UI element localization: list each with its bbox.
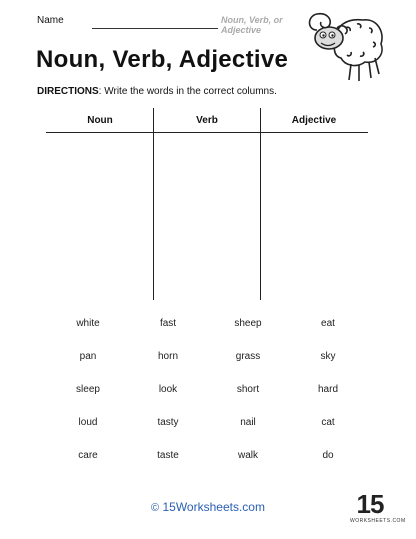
word-item: eat <box>321 318 335 329</box>
word-item: sky <box>320 351 336 362</box>
column-header-verb: Verb <box>196 115 218 126</box>
word-item: short <box>236 384 260 395</box>
logo-number: 15 <box>356 489 384 519</box>
site-logo <box>350 489 406 532</box>
worksheet-subtitle: Noun, Verb, or Adjective <box>221 15 283 35</box>
column-divider-2 <box>260 108 261 300</box>
word-item: hard <box>317 384 338 395</box>
word-item: pan <box>79 351 97 362</box>
header-divider <box>46 132 368 133</box>
sorting-table <box>46 108 368 300</box>
directions <box>37 86 277 97</box>
word-item: cat <box>321 417 335 428</box>
name-label: Name <box>37 15 64 26</box>
word-item: nail <box>240 417 256 428</box>
word-item: walk <box>237 450 258 461</box>
ram-cartoon-icon <box>307 8 387 84</box>
word-item: grass <box>235 351 261 362</box>
word-item: sheep <box>234 318 262 329</box>
word-item: taste <box>157 450 179 461</box>
worksheet-title: Noun, Verb, Adjective <box>36 46 289 73</box>
column-header-adjective: Adjective <box>291 115 337 126</box>
name-row <box>37 12 297 34</box>
word-item: sleep <box>76 384 100 395</box>
word-item: do <box>322 450 334 461</box>
word-item: white <box>76 318 100 329</box>
word-item: tasty <box>157 417 179 428</box>
column-header-noun: Noun <box>87 115 113 126</box>
word-item: fast <box>159 318 177 329</box>
word-item: loud <box>78 417 98 428</box>
word-item: horn <box>157 351 178 362</box>
word-item: care <box>78 450 98 461</box>
column-divider-1 <box>153 108 154 300</box>
logo-text: WORKSHEETS.COM <box>350 518 406 524</box>
name-write-line[interactable] <box>92 28 218 29</box>
directions-text: : Write the words in the correct columns. <box>98 86 277 97</box>
directions-label: DIRECTIONS <box>37 86 99 97</box>
footer-site-name: 15Worksheets.com <box>162 500 265 514</box>
word-item: look <box>158 384 178 395</box>
copyright-symbol: © <box>151 502 160 514</box>
